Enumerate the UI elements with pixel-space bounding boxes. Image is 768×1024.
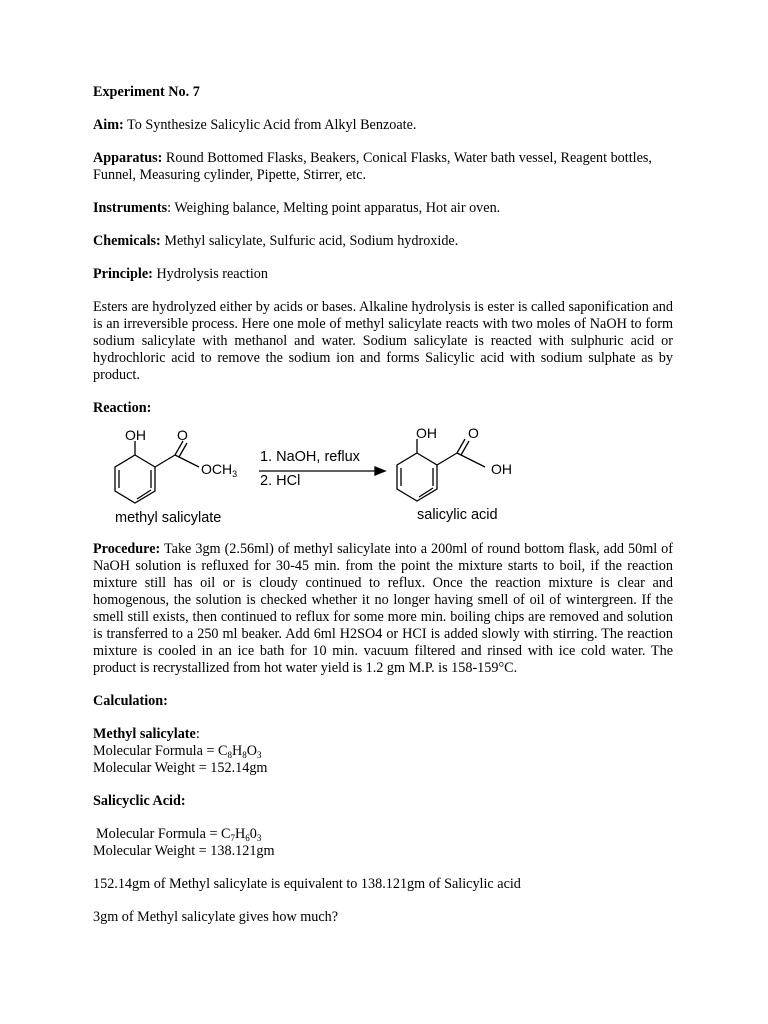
methyl-salicylate-structure xyxy=(115,441,199,503)
reaction-heading: Reaction: xyxy=(93,400,152,416)
methyl-salicylate-formula: Molecular Formula = $C_8H_8O_3$ xyxy=(93,743,262,760)
methyl-salicylate-weight: Molecular Weight = 152.14gm xyxy=(93,760,268,776)
document-page xyxy=(93,84,673,942)
step1-label: 1. NaOH, reflux xyxy=(260,449,360,465)
salicylic-acid-name: salicylic acid xyxy=(417,507,498,523)
aim-line: Aim: To Synthesize Salicylic Acid from Alkyl Benzoate. xyxy=(93,117,417,133)
salicylic-acid-heading: Salicyclic Acid: xyxy=(93,793,186,809)
right-oh2-label: OH xyxy=(491,461,512,477)
right-oh-label: OH xyxy=(416,425,437,441)
left-o-label: O xyxy=(177,427,188,443)
methyl-salicylate-heading: Methyl salicylate: xyxy=(93,726,200,742)
right-o-label: O xyxy=(468,425,479,441)
methyl-salicylate-block xyxy=(93,726,673,777)
step2-label: 2. HCl xyxy=(260,473,301,489)
equivalence-line: 152.14gm of Methyl salicylate is equivalent to 138.121gm of Salicylic acid xyxy=(93,876,521,892)
left-och3-label: $OCH_3$ xyxy=(201,461,238,479)
instruments-line: Instruments: Weighing balance, Melting point apparatus, Hot air oven. xyxy=(93,200,501,216)
salicylic-acid-structure xyxy=(397,439,485,501)
experiment-title: Experiment No. 7 xyxy=(93,84,200,100)
calculation-heading: Calculation: xyxy=(93,693,168,709)
principle-paragraph: Esters are hydrolyzed either by acids or bases. Alkaline hydrolysis is ester is called saponification and is an irreversible process. Here one mole of methyl salicylate reacts with two moles of NaOH to form sodium salicylate with methanol and water. Sodium salicylate is reacted with sulphuric acid or hydrochloric acid to remove the sodium ion and forms Salicylic acid with sodium sulphate as by product. xyxy=(93,299,673,383)
principle-line: Principle: Hydrolysis reaction xyxy=(93,266,268,282)
salicylic-acid-weight: Molecular Weight = 138.121gm xyxy=(93,843,275,859)
apparatus-line: Apparatus: Round Bottomed Flasks, Beakers, Conical Flasks, Water bath vessel, Reagent bottles, Funnel, Measuring cylinder, Pipette, Stirrer, etc. xyxy=(93,150,652,183)
chemicals-line: Chemicals: Methyl salicylate, Sulfuric acid, Sodium hydroxide. xyxy=(93,233,459,249)
salicylic-acid-formula: Molecular Formula = $C_7H_60_3$ xyxy=(96,826,262,843)
salicylic-acid-block xyxy=(93,826,673,860)
methyl-salicylate-name: methyl salicylate xyxy=(115,510,222,526)
reaction-scheme xyxy=(93,423,673,541)
left-oh-label: OH xyxy=(125,427,146,443)
question-line: 3gm of Methyl salicylate gives how much? xyxy=(93,909,339,925)
procedure-paragraph: Procedure: Take 3gm (2.56ml) of methyl salicylate into a 200ml of round bottom flask, add 50ml of NaOH solution is refluxed for 30-45 min. from the point the mixture starts to boil, if the reaction mixture still has oil or is cloudy continued to reflux. Once the reaction mixture is clear and homogenous, the solution is checked whether it no longer having smell of oil of wintergreen. If the smell still exists, then continued to reflux for some more min. boiling chips are removed and solution is transferred to a 250 ml beaker. Add 6ml H2SO4 or HCI is added slowly with stirring. The reaction mixture is cooled in an ice bath for 10 min. vacuum filtered and rinsed with ice cold water. The product is recrystallized from hot water yield is 1.2 gm M.P. is 158-159°C. xyxy=(93,541,673,676)
